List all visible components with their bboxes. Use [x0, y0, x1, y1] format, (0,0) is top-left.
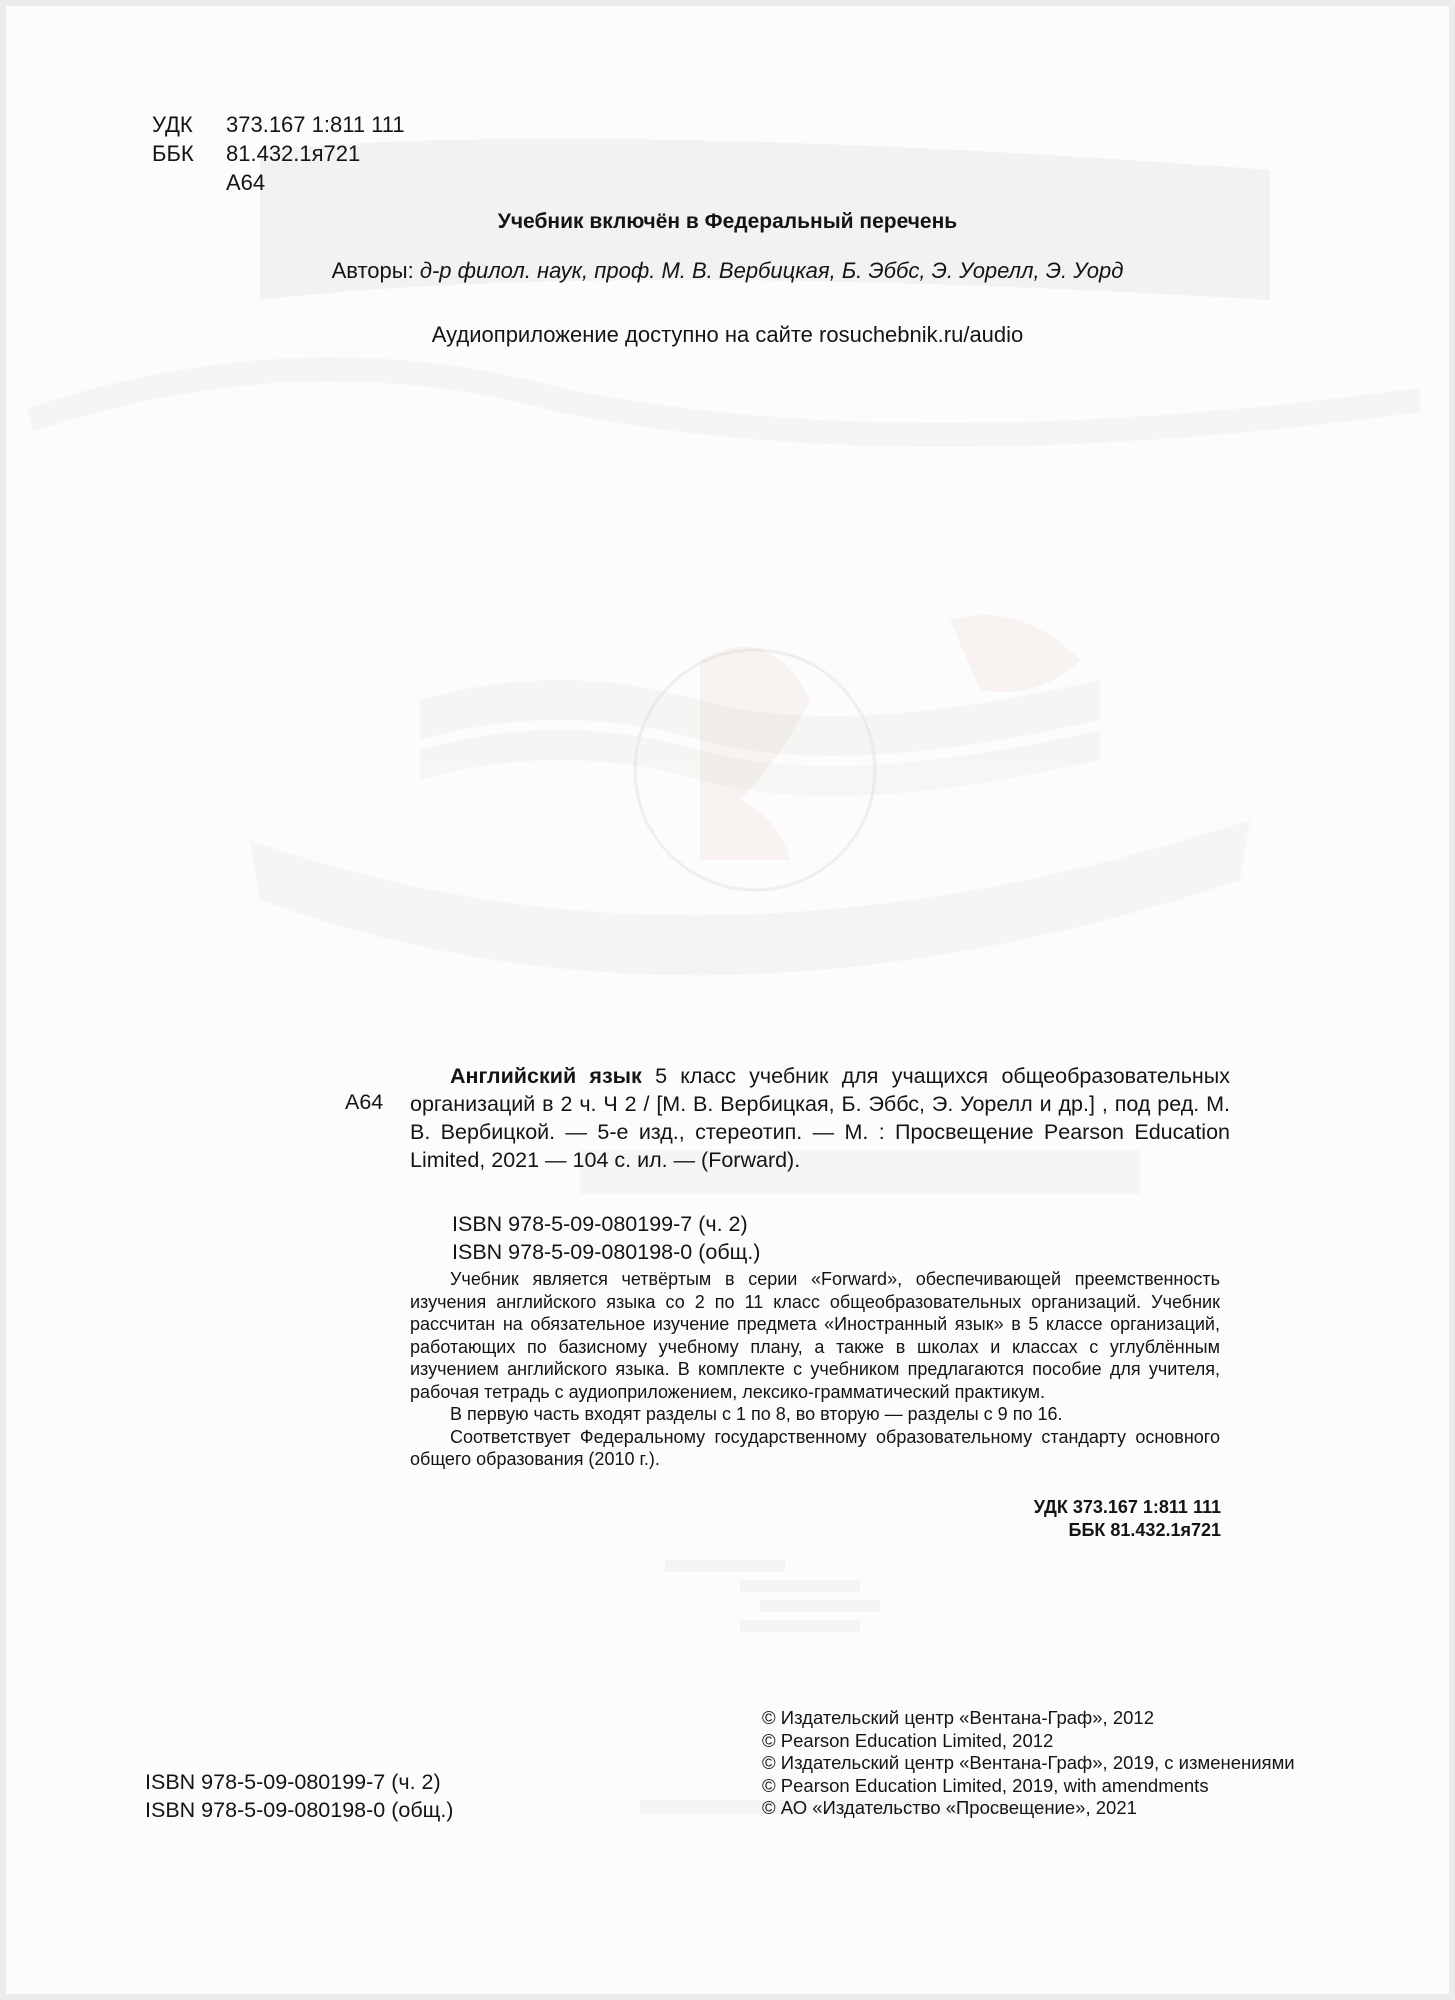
- copyright-line: © Pearson Education Limited, 2012: [762, 1729, 1054, 1751]
- isbn-footer: [145, 1768, 453, 1824]
- annotation-codes: [1034, 1496, 1221, 1542]
- isbn-footer-part: ISBN 978-5-09-080199-7 (ч. 2): [145, 1770, 441, 1794]
- copyright-line: © Издательский центр «Вентана-Граф», 2012: [762, 1707, 1154, 1728]
- author-mark: А64: [226, 170, 266, 195]
- annotation-udk: УДК 373.167 1:811 111: [1033, 1497, 1221, 1517]
- copyright-line: © Pearson Education Limited, 2019, with amendments: [762, 1774, 1209, 1796]
- bbk-value: 81.432.1я721: [226, 141, 361, 166]
- authors-line: [0, 258, 1455, 284]
- bibliographic-code: А64: [345, 1090, 384, 1114]
- annotation-paragraph: Соответствует Федеральному государственному образовательному стандарту основного общего образования (2010 г.).: [410, 1426, 1220, 1469]
- book-title: Английский язык: [450, 1064, 642, 1088]
- isbn-part: ISBN 978-5-09-080199-7 (ч. 2): [452, 1212, 748, 1236]
- annotation: [410, 1268, 1220, 1471]
- udk-label: УДК: [152, 112, 193, 137]
- audio-note: Аудиоприложение доступно на сайте rosuchebnik.ru/audio: [431, 322, 1024, 347]
- bibliographic-text: 5 класс учебник для учащихся общеобразовательных организаций в 2 ч. Ч 2 / [М. В. Вербицкая, Б. Эббс, Э. Уорелл и др.] , под ред. М. В. Вербицкой. — 5-е изд., стереотип. — М. : Просвещение Pearson Education Limited, 2021 — 104 с. ил. — (Forward).: [410, 1064, 1230, 1172]
- authors-label: Авторы:: [331, 258, 414, 283]
- annotation-paragraph: В первую часть входят разделы с 1 по 8, во вторую — разделы с 9 по 16.: [450, 1404, 1063, 1424]
- authors-names: д-р филол. наук, проф. М. В. Вербицкая, Б. Эббс, Э. Уорелл, Э. Уорд: [419, 258, 1124, 283]
- copyright-list: [762, 1707, 1295, 1820]
- federal-list-notice: Учебник включён в Федеральный перечень: [497, 210, 958, 233]
- copyright-line: © Издательский центр «Вентана-Граф», 2019, с изменениями: [762, 1752, 1295, 1773]
- udk-value: 373.167 1:811 111: [226, 112, 405, 137]
- bbk-label: ББК: [152, 141, 194, 166]
- isbn-footer-set: ISBN 978-5-09-080198-0 (общ.): [145, 1798, 454, 1822]
- copyright-line: © АО «Издательство «Просвещение», 2021: [762, 1797, 1137, 1818]
- annotation-paragraph: Учебник является четвёртым в серии «Forward», обеспечивающей преемственность изучения английского языка со 2 по 11 класс общеобразовательных организаций. Учебник рассчитан на обязательное изучение предмета «Иностранный язык» в 5 классе организаций, работающих по базисному учебному плану, а также в школах и классах с углублённым изучением английского языка. В комплекте с учебником предлагаются пособие для учителя, рабочая тетрадь с аудиоприложением, лексико-грамматический практикум.: [410, 1269, 1220, 1402]
- isbn-set: ISBN 978-5-09-080198-0 (общ.): [452, 1240, 761, 1264]
- bibliographic-record: [410, 1062, 1230, 1174]
- annotation-bbk: ББК 81.432.1я721: [1068, 1520, 1221, 1540]
- classification-codes: [152, 110, 405, 197]
- record-isbn: [452, 1210, 760, 1266]
